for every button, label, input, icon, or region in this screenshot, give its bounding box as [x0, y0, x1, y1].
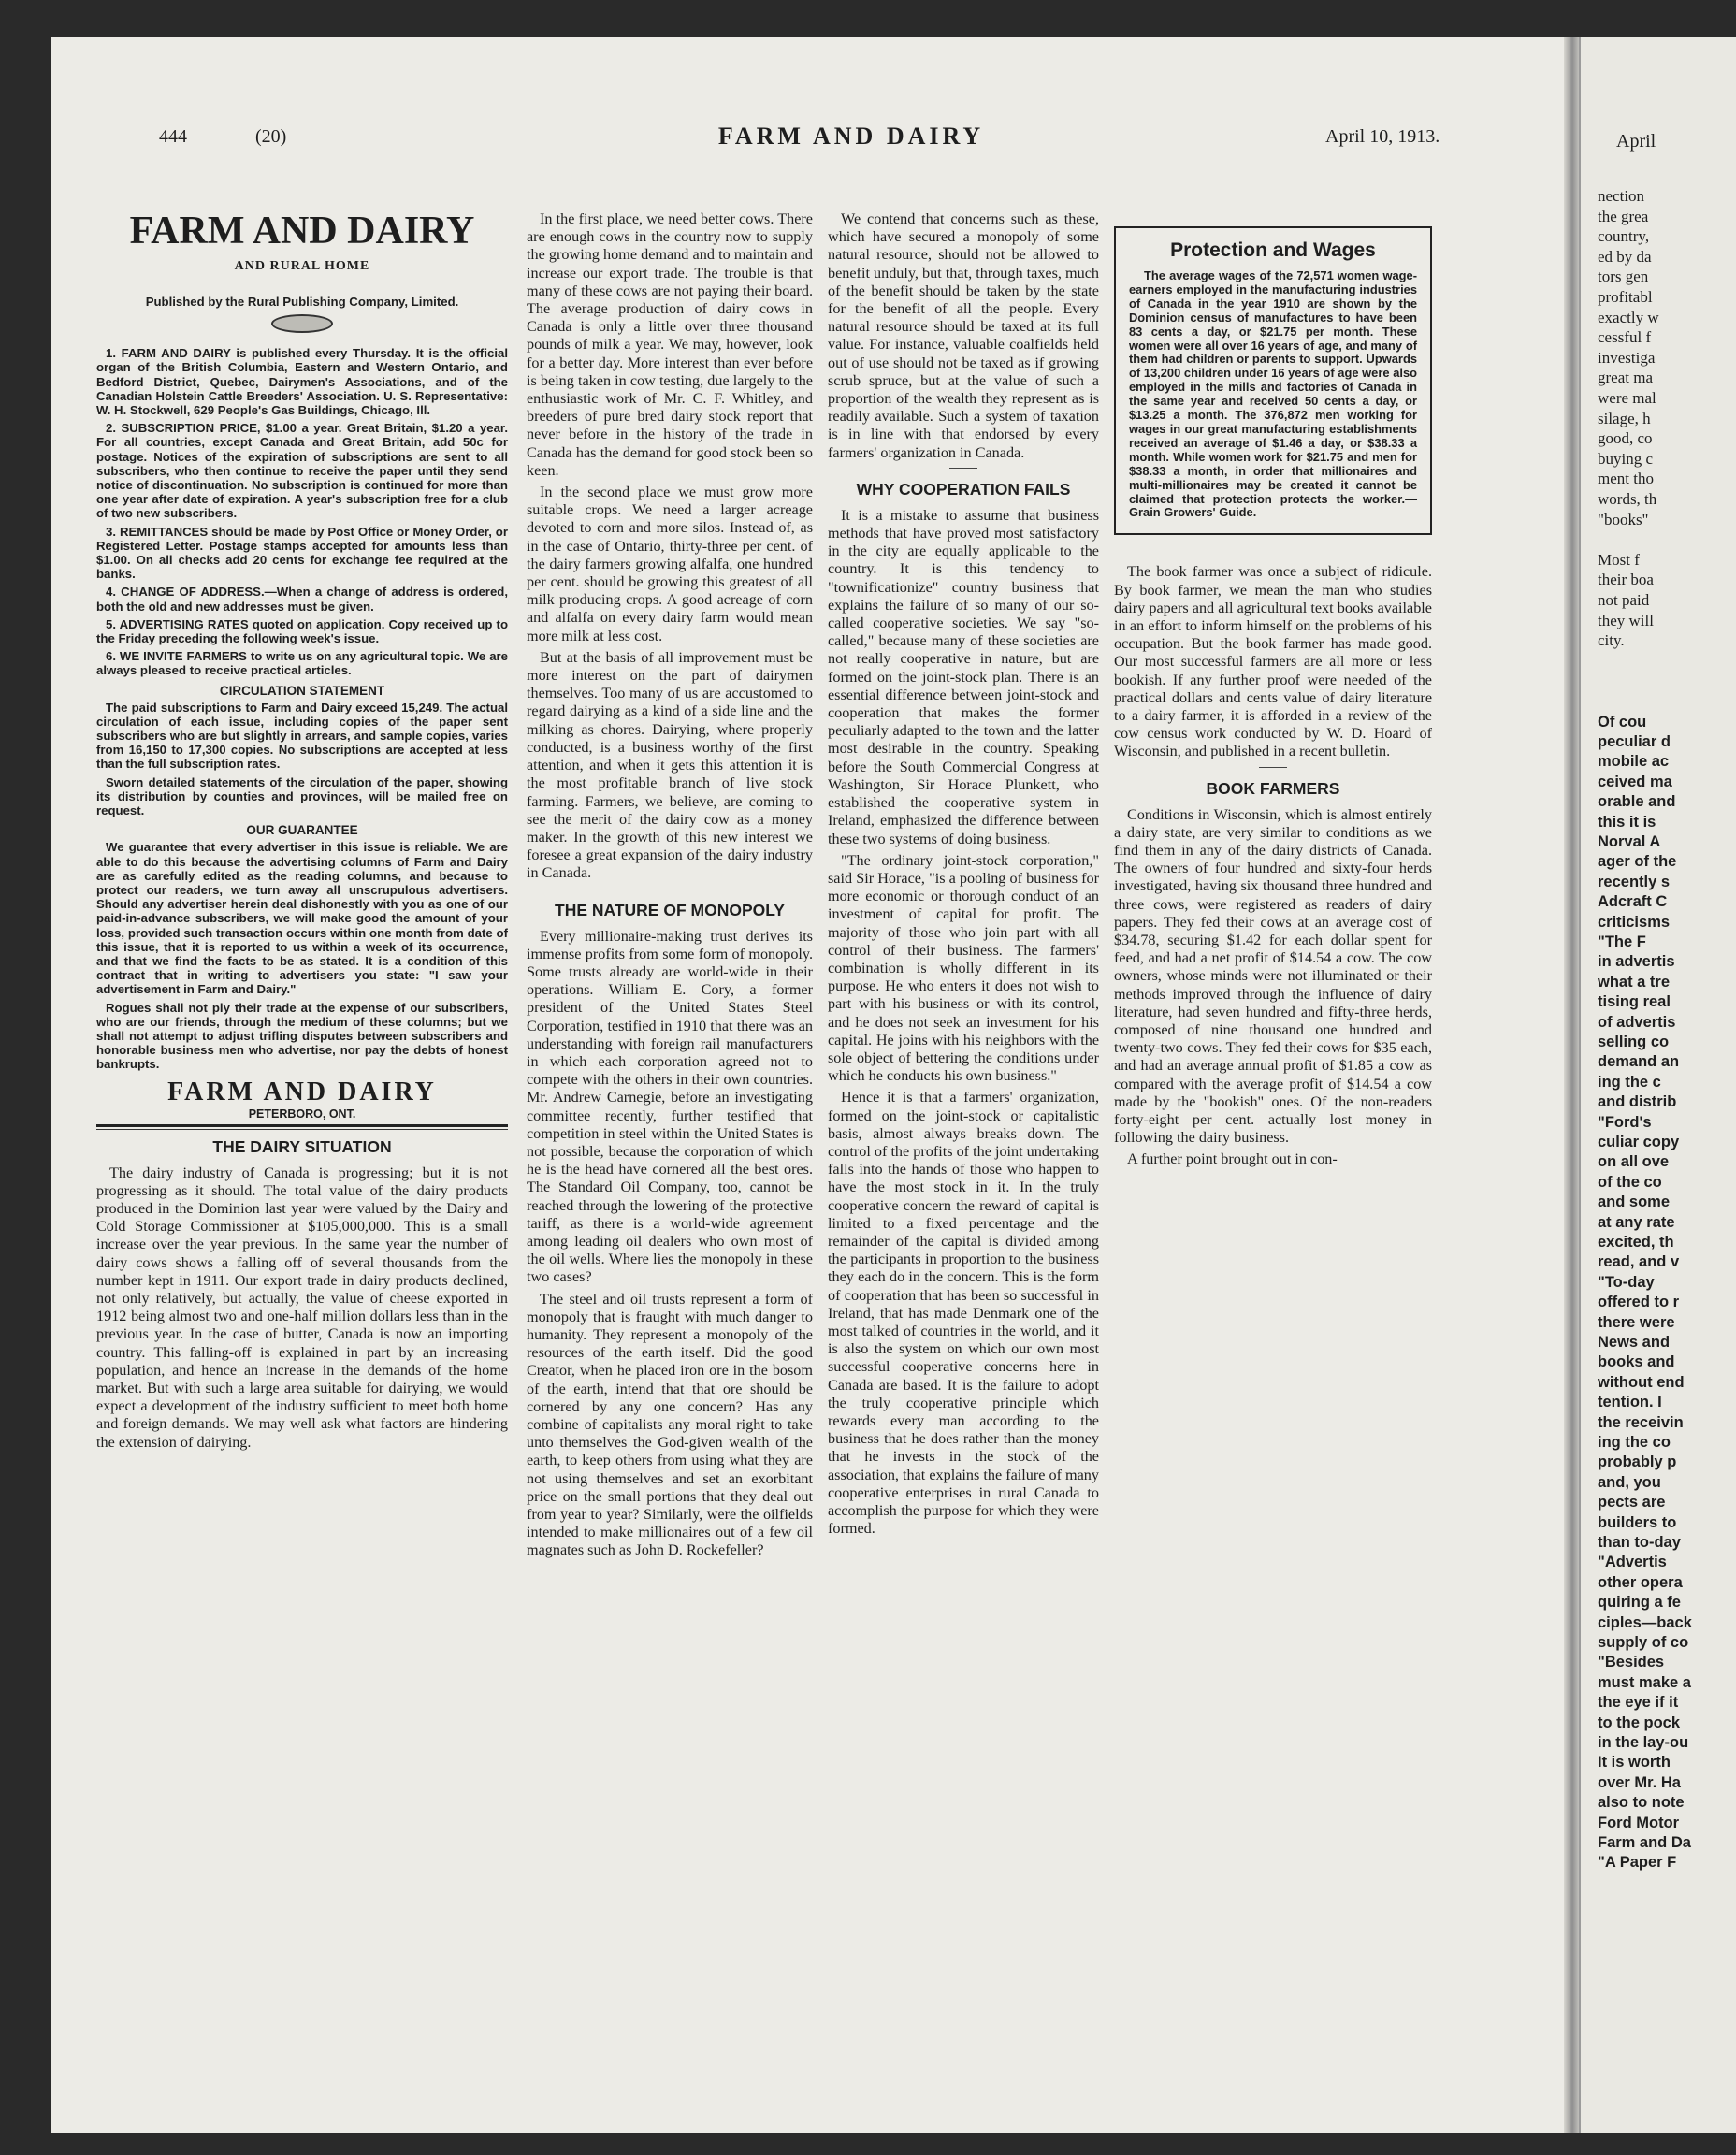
adjacent-page-line: must make a	[1598, 1673, 1691, 1691]
article-paragraph: The dairy industry of Canada is progressing; but it is not progressing as it should. The total value of the dairy products produced in the Dominion last year were valued by the Dairy and Cold Storage Commissioner at $105,000,000. This is a small increase over the year previous. In the same year the number of dairy cows shows a falling off of several thousands from the number kept in 1911. Our export trade in dairy products declined, not only relatively, but actually, the value of cheese exported in 1912 being almost two and one-half million dollars less than in the previous year. In the case of butter, Canada is now an importing country. This falling-off is explained in part by an increasing population, and hence an increase in the demands of the home market. But with such a large area suitable for dairying, we would expect a development of the industry sufficient to meet both home and foreign demands. We may well ask what factors are hindering the extension of dairying.	[96, 1164, 508, 1451]
guarantee-text: Rogues shall not ply their trade at the expense of our subscribers, who are our friends, through the medium of these columns; but we shall not attempt to adjust trifling disputes between subscribers and honorable business men who advertise, nor pay the debts of honest bankrupts.	[96, 1000, 508, 1072]
article-paragraph: Hence it is that a farmers' organization, formed on the joint-stock or capitalistic basis, almost always breaks down. The control of the profits of the joint undertaking falls into the hands of those who happen to have the most stock in it. In the truly cooperative concern the reward of capital is limited to a fixed percentage and the remainder of the capital is divided among the participants in proportion to the business they each do in the concern. This is the form of cooperation that has been so successful in Ireland, that has made Denmark one of the most talked of countries in the world, and it is also the system on which our own most successful cooperative concerns here in Canada are based. It is the failure to adopt the truly cooperative principle which rewards every man according to the business that he does rather than the money that he invests in the stock of the association, that explains the failure of many cooperative enterprises in rural Canada to accomplish the purpose for which they were formed.	[828, 1089, 1099, 1538]
adjacent-page-line: exactly w	[1598, 308, 1659, 326]
adjacent-page-line: investiga	[1598, 348, 1656, 367]
adjacent-page-line: the receivin	[1598, 1413, 1684, 1431]
cooperation-heading: WHY COOPERATION FAILS	[856, 479, 1071, 499]
adjacent-page-line: Most f	[1598, 550, 1640, 569]
book-farmers-heading: BOOK FARMERS	[1206, 778, 1340, 798]
article-paragraph: The book farmer was once a subject of ridicule. By book farmer, we mean the man who studies dairy papers and all agricultural text books available in an effort to inform himself on the problems of his occupation. But the book farmer has made good. Our most successful farmers are all more or less bookish. If any further proof were needed of the practical dollars and cents value of dairy literature to a dairy farmer, it is afforded in a review of the cow census work conducted by W. D. Hoard of Wisconsin, and published in a recent bulletin.	[1114, 563, 1432, 760]
notice-item: 3. REMITTANCES should be made by Post Office or Money Order, or Registered Letter. Postage stamps accepted for amounts less than $1.00. On all checks add 20 cents for exchange fee required at the banks.	[96, 524, 508, 582]
adjacent-page-line: probably p	[1598, 1454, 1677, 1471]
adjacent-page-line: supply of co	[1598, 1634, 1689, 1651]
adjacent-page-line: Farm and Da	[1598, 1834, 1691, 1851]
notice-item: 1. FARM AND DAIRY is published every Thursday. It is the official organ of the British Columbia, Eastern and Western Ontario, and Bedford District, Quebec, Dairymen's Associations, and of the Canadian Holstein Cattle Breeders' Association. U. S. Representative: W. H. Stockwell, 629 People's Gas Buildings, Chicago, Ill.	[96, 346, 508, 418]
dairy-situation-heading: THE DAIRY SITUATION	[212, 1136, 392, 1156]
adjacent-page-line: "Ford's	[1598, 1113, 1652, 1131]
adjacent-page-line: tention. I	[1598, 1394, 1662, 1411]
adjacent-page-line: read, and v	[1598, 1253, 1680, 1271]
page-header-title: FARM AND DAIRY	[717, 123, 985, 150]
guarantee-heading: OUR GUARANTEE	[246, 823, 358, 838]
adjacent-page-line: this it is	[1598, 813, 1656, 831]
footer-place: PETERBORO, ONT.	[248, 1106, 356, 1121]
column-4	[1114, 226, 1432, 2133]
adjacent-page-line: "To-day	[1598, 1273, 1655, 1291]
adjacent-page-line: also to note	[1598, 1794, 1685, 1812]
notices	[96, 346, 508, 677]
adjacent-page-line: than to-day	[1598, 1534, 1681, 1551]
adjacent-page-line: the eye if it	[1598, 1694, 1679, 1712]
adjacent-page-line: and distrib	[1598, 1093, 1677, 1111]
page-header-date: April 10, 1913.	[1325, 126, 1440, 147]
notice-item: 2. SUBSCRIPTION PRICE, $1.00 a year. Great Britain, $1.20 a year. For all countries, except Canada and Great Britain, add 50c for postage. Notices of the expiration of subscriptions are sent to all subscribers, who then continue to receive the paper until they send notice of discontinuation. No subscription is continued for more than one year after date of expiration. A year's subscription free for a club of two new subscribers.	[96, 421, 508, 521]
adjacent-page-line: not paid	[1598, 591, 1650, 609]
circulation-text: The paid subscriptions to Farm and Dairy exceed 15,249. The actual circulation of each issue, including copies of the paper sent subscribers who are but slightly in arrears, and sample copies, varies from 16,150 to 17,300 copies. No subscriptions are accepted at less than the full subscription rates.	[96, 700, 508, 772]
notice-item: 5. ADVERTISING RATES quoted on application. Copy received up to the Friday preceding the following week's issue.	[96, 616, 508, 646]
adjacent-page-line: "A Paper F	[1598, 1854, 1677, 1872]
adjacent-page-line: good, co	[1598, 429, 1653, 448]
adjacent-page-line: It is worth	[1598, 1754, 1671, 1772]
article-paragraph: Conditions in Wisconsin, which is almost entirely a dairy state, are very similar to conditions as we find them in any of the dairy districts of Canada. The owners of four hundred and sixty-four herds investigated, having six thousand three hundred and three cows, were registered as readers of dairy papers. They fed their cows at an average cost of $34.78, securing $1.42 for each dollar spent for feed, and had a net profit of $14.54 a cow. The cow owners, whose minds were not illuminated or their methods improved through the influence of dairy literature, had seven hundred and fifty-three herds, composed of nine thousand one hundred and twenty-two cows. They fed their cows for $35 each, and had an average annual profit of $1.85 a cow as compared with the average profit of $14.54 a cow made by the "bookish" ones. Of the non-readers forty-eight per cent. actually lost money in following the dairy business.	[1114, 805, 1432, 1147]
article-paragraph: But at the basis of all improvement must be more interest on the part of dairymen themselves. Too many of us are accustomed to regard dairying as a kind of a side line and the milking as chores. Dairying, where properly conducted, is a business worthy of the first attention, and when it gets this attention it is the most profitable branch of live stock farming. Farmers, we believe, are coming to see the merit of the dairy cow as a money maker. In the growth of this new interest we foresee a great expansion of the dairy industry in Canada.	[527, 648, 813, 882]
adjacent-page-line: mobile ac	[1598, 753, 1670, 771]
adjacent-page-line: the grea	[1598, 207, 1649, 225]
adjacent-page-line: country,	[1598, 227, 1650, 246]
article-paragraph: In the second place we must grow more suitable crops. We need a larger acreage devoted to corn and more silos. Instead of, as in the case of Ontario, thirty-three per cent. of the dairy farmers growing alfalfa, one hundred per cent. should be growing this greatest of all milk producing crops. A good acreage of corn and alfalfa on every dairy farm would mean more milk at less cost.	[527, 484, 813, 644]
article-paragraph: Every millionaire-making trust derives its immense profits from some form of monopoly. Some trusts already are world-wide in their operations. William E. Cory, a former president of the United States Steel Corporation, testified in 1910 that there was an understanding with foreign rail manufacturers in which each corporation agreed not to compete with the others in their own countries. Mr. Andrew Carnegie, before an investigating committee recently, further testified that competition in steel within the United States is not possible, because the corporation of which he is the head have cornered all the best ores. The Standard Oil Company, too, cannot be reached through the lowering of the protective tariff, as there is a world-wide agreement among leading oil dealers who own most of the oil wells. Where lies the monopoly in these two cases?	[527, 927, 813, 1286]
adjacent-page-line: and, you	[1598, 1473, 1661, 1491]
divider	[949, 468, 977, 469]
adjacent-page-line: Of cou	[1598, 713, 1647, 730]
adjacent-page-line: Norval A	[1598, 833, 1661, 850]
adjacent-page-line: in advertis	[1598, 953, 1675, 971]
circulation-heading: CIRCULATION STATEMENT	[219, 683, 385, 698]
column-2	[527, 210, 813, 2133]
adjacent-page-line: buying c	[1598, 449, 1654, 468]
adjacent-page-line: criticisms	[1598, 913, 1671, 931]
adjacent-page-line: tising real	[1598, 993, 1671, 1011]
page-number: 444	[159, 126, 187, 147]
adjacent-page-line: demand an	[1598, 1053, 1680, 1071]
adjacent-page-line: great ma	[1598, 369, 1653, 387]
adjacent-page-header: April	[1616, 131, 1656, 152]
adjacent-page-line: nection	[1598, 187, 1645, 205]
adjacent-page-line: without end	[1598, 1373, 1685, 1391]
adjacent-page-line: ing the c	[1598, 1073, 1661, 1091]
adjacent-page-line: city.	[1598, 631, 1625, 650]
adjacent-page-line: there were	[1598, 1313, 1675, 1331]
adjacent-page-line: over Mr. Ha	[1598, 1773, 1681, 1791]
adjacent-page-line: ing the co	[1598, 1434, 1671, 1451]
adjacent-page-line: quiring a fe	[1598, 1594, 1681, 1612]
adjacent-page-line: at any rate	[1598, 1213, 1675, 1231]
adjacent-page-line: ciples—back	[1598, 1613, 1692, 1631]
adjacent-page-line: "The F	[1598, 933, 1646, 950]
adjacent-page-line: silage, h	[1598, 409, 1651, 427]
guarantee-text: We guarantee that every advertiser in this issue is reliable. We are able to do this because the advertising columns of Farm and Dairy are as carefully edited as the reading columns, and because to protect our readers, we turn away all unscrupulous advertisers. Should any advertiser herein deal dishonestly with you as one of our paid-in-advance subscribers, we will make good the amount of your loss, provided such transaction occurs within one month from date of this issue, that it is reported to us within a week of its occurrence, and that we find the facts to be as stated. It is a condition of this contract that in writing to advertisers you state: "I saw your advertisement in Farm and Dairy."	[96, 840, 508, 997]
adjacent-page-line: other opera	[1598, 1573, 1683, 1591]
adjacent-page-line: in the lay-ou	[1598, 1734, 1689, 1751]
article-paragraph: "The ordinary joint-stock corporation," said Sir Horace, "is a pooling of business for more economic or thorough conduct of an investment of capital for profit. The majority of those who join part with all control of their business. The farmers' combination is wholly different in its purpose. He who enters it does not wish to part with his business or with its control, and he does not seek an investment for his capital. He joins with his neighbors with the sole object of bettering the conditions under which he conducts his own business."	[828, 851, 1099, 1085]
divider	[96, 1129, 508, 1130]
adjacent-page-line: recently s	[1598, 873, 1671, 890]
circulation-text: Sworn detailed statements of the circulation of the paper, showing its distribution by counties and provinces, will be mailed free on request.	[96, 774, 508, 818]
publisher-line: Published by the Rural Publishing Company, Limited.	[145, 295, 459, 309]
adjacent-page-line: "Advertis	[1598, 1554, 1667, 1571]
adjacent-page-line: culiar copy	[1598, 1134, 1680, 1150]
adjacent-page-line: peculiar d	[1598, 733, 1671, 750]
article-paragraph: We contend that concerns such as these, which have secured a monopoly of some natural resource, should not be allowed to benefit unduly, but that, through taxes, much of the benefit should be taken by the state for the benefit of all the people. Every natural resource should be taxed at its full value. For instance, valuable coalfields held out of use should not be taxed as if growing scrub spruce, but at the value of such a proportion of the wealth they represent as is readily available. Such a system of taxation is in line with that endorsed by every farmers' organization in Canada.	[828, 210, 1099, 461]
adjacent-page-line: "books"	[1598, 510, 1649, 528]
adjacent-page-line: News and	[1598, 1334, 1671, 1351]
adjacent-page-line: of the co	[1598, 1173, 1662, 1191]
protection-text: The average wages of the 72,571 women wage-earners employed in the manufacturing industries of Canada in the year 1910 are shown by the Dominion census of manufactures to have been 83 cents a day, or $21.75 per month. These women were all over 16 years of age, and many of them had children or parents to support. Upwards of 13,200 children under 16 years of age were also employed in the mills and factories of Canada in the same year and received 50 cents a day, or $13.25 a month. The 376,872 men working for wages in our great manufacturing establishments received an average of $1.46 a day, or $38.33 a month. While women work for $21.75 and men for $38.33 a month, in order that millionaires and multi-millionaires may be created it cannot be claimed that protection protects the worker.—Grain Growers' Guide.	[1129, 268, 1417, 520]
adjacent-page-line: words, th	[1598, 490, 1657, 508]
adjacent-page-line: tors gen	[1598, 268, 1649, 286]
adjacent-page-line: their boa	[1598, 571, 1654, 589]
article-paragraph: The steel and oil trusts represent a form of monopoly that is fraught with much danger to humanity. They represent a monopoly of the resources of the earth itself. Did the good Creator, when he placed iron ore in the bosom of the earth, intend that that ore should be cornered by any one concern? Has any combine of capitalists any moral right to take unto themselves the God-given wealth of the earth, to keep others from using what they are not using themselves and set an exorbitant price on the small portions that they deal out from year to year? Similarly, were the oilfields intended to make millionaires out of a few oil magnates such as John D. Rockefeller?	[527, 1290, 813, 1559]
adjacent-page-line: excited, th	[1598, 1234, 1674, 1251]
issue-page-number: (20)	[255, 126, 287, 147]
notice-item: 6. WE INVITE FARMERS to write us on any agricultural topic. We are always pleased to receive practical articles.	[96, 649, 508, 678]
adjacent-page-line: to the pock	[1598, 1714, 1681, 1731]
adjacent-page-line: offered to r	[1598, 1294, 1680, 1311]
adjacent-page-line: ed by da	[1598, 247, 1652, 266]
protection-box	[1114, 226, 1432, 535]
adjacent-page-line: cessful f	[1598, 328, 1652, 347]
newspaper-page	[51, 37, 1576, 2133]
divider	[1259, 767, 1287, 768]
masthead-subtitle: AND RURAL HOME	[234, 259, 370, 273]
protection-heading: Protection and Wages	[1170, 239, 1376, 261]
adjacent-page-line: Adcraft C	[1598, 893, 1668, 911]
adjacent-page-line: books and	[1598, 1353, 1675, 1371]
adjacent-page-line: pects are	[1598, 1494, 1666, 1511]
masthead-title: FARM AND DAIRY	[129, 210, 475, 253]
adjacent-page-line: were mal	[1598, 389, 1656, 407]
adjacent-page-line: what a tre	[1598, 973, 1671, 991]
column-3	[828, 210, 1099, 2133]
adjacent-page-line: ager of the	[1598, 853, 1677, 871]
adjacent-page	[1579, 37, 1736, 2133]
article-paragraph: It is a mistake to assume that business methods that have proved most satisfactory in the city are equally applicable to the country. It is this tendency to "townificationize" country business that explains the failure of so many of our so-called cooperative societies. We say "so-called," because many of these societies are not really cooperative in nature, but are formed on the joint-stock plan. There is an essential difference between joint-stock and cooperation that makes the former peculiarly adapted to the town and the latter most desirable in the country. Speaking before the South Commercial Congress at Washington, Sir Horace Plunkett, who established the cooperative system in Ireland, emphasized the difference between these two systems of doing business.	[828, 506, 1099, 847]
column-1	[96, 210, 508, 2133]
adjacent-page-line: ceived ma	[1598, 773, 1672, 790]
adjacent-page-line: of advertis	[1598, 1013, 1676, 1031]
footer-title: FARM AND DAIRY	[167, 1077, 437, 1106]
adjacent-page-line: and some	[1598, 1193, 1671, 1211]
adjacent-page-line: "Besides	[1598, 1654, 1665, 1671]
monopoly-heading: THE NATURE OF MONOPOLY	[555, 900, 785, 919]
adjacent-page-line: on all ove	[1598, 1153, 1670, 1171]
adjacent-page-line: they will	[1598, 611, 1654, 629]
article-paragraph: A further point brought out in con-	[1127, 1150, 1338, 1168]
notice-item: 4. CHANGE OF ADDRESS.—When a change of address is ordered, both the old and new addresses must be given.	[96, 585, 508, 614]
adjacent-page-line: orable and	[1598, 793, 1676, 811]
adjacent-page-line: profitabl	[1598, 288, 1653, 306]
ornament-icon	[271, 314, 333, 333]
divider	[96, 1124, 508, 1127]
article-paragraph: In the first place, we need better cows. There are enough cows in the country now to supply the growing home demand and to maintain and increase our export trade. The trouble is that many of these cows are not paying their board. The average production of dairy cows in Canada is only a little over three thousand pounds of milk a year. We may, however, look for a better day. More interest than ever before is being taken in cow testing, due largely to the enthusiastic work of Mr. C. F. Whitley, and breeders of pure bred dairy stock report that never before in the history of the trade in Canada has the demand for good stock been so keen.	[527, 210, 813, 479]
adjacent-page-line: Ford Motor	[1598, 1814, 1680, 1831]
adjacent-page-line: ment tho	[1598, 470, 1654, 488]
adjacent-page-line: selling co	[1598, 1034, 1670, 1050]
adjacent-page-line: builders to	[1598, 1513, 1677, 1531]
